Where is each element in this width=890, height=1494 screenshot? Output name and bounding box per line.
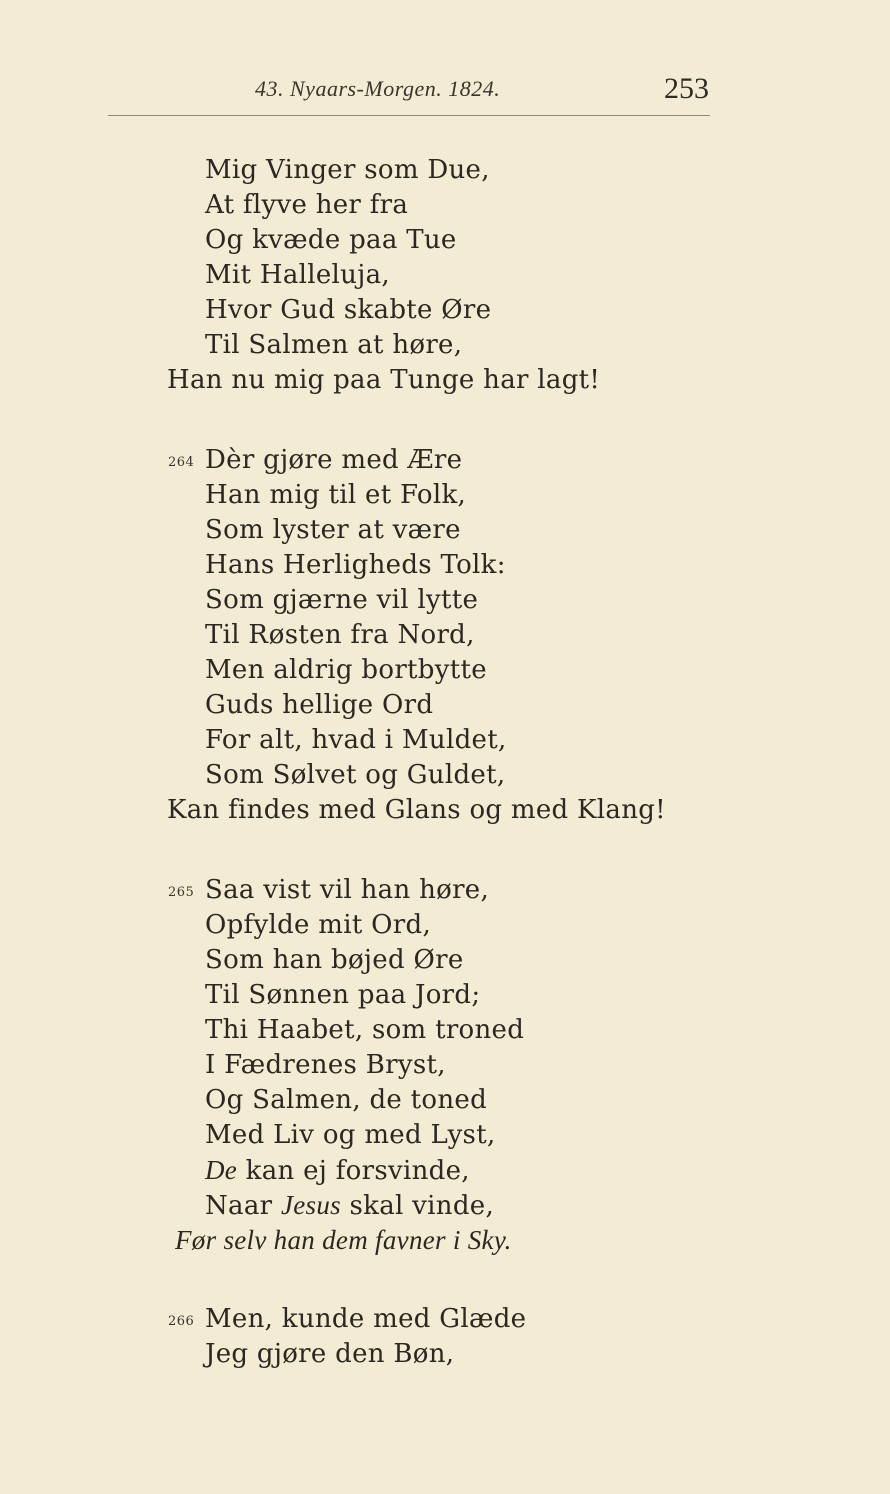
verse-line-italic: Før selv han dem favner i Sky.: [175, 1225, 512, 1255]
verse-line: Som han bøjed Øre: [205, 945, 464, 975]
running-title: 43. Nyaars-Morgen. 1824.: [255, 76, 501, 101]
line-text: Naar: [205, 1191, 281, 1221]
verse-line: For alt, hvad i Muldet,: [205, 725, 507, 755]
verse-line: Men, kunde med Glæde: [205, 1304, 527, 1334]
verse-line: Hvor Gud skabte Øre: [205, 295, 492, 325]
verse-line: Til Røsten fra Nord,: [205, 620, 475, 650]
verse-line: Guds hellige Ord: [205, 690, 434, 720]
verse-line: Kan findes med Glans og med Klang!: [167, 795, 666, 825]
verse-line: I Fædrenes Bryst,: [205, 1050, 446, 1080]
verse-line: Og kvæde paa Tue: [205, 225, 457, 255]
stanza-number: 265: [168, 885, 195, 900]
verse-line: Han nu mig paa Tunge har lagt!: [167, 365, 601, 395]
verse-line: Thi Haabet, som troned: [205, 1015, 525, 1045]
verse-line: Mig Vinger som Due,: [205, 155, 490, 185]
verse-line: Saa vist vil han høre,: [205, 875, 490, 905]
verse-line: Dèr gjøre med Ære: [205, 445, 463, 475]
page-header: [0, 70, 890, 110]
verse-line: Mit Halleluja,: [205, 260, 390, 290]
verse-line: Som gjærne vil lytte: [205, 585, 479, 615]
verse-line: Jeg gjøre den Bøn,: [205, 1339, 455, 1369]
verse-line: [205, 1153, 470, 1188]
line-text: kan ej forsvinde,: [237, 1156, 470, 1186]
verse-line: Som Sølvet og Guldet,: [205, 760, 506, 790]
verse-line: [205, 1188, 494, 1223]
stanza-number: 264: [168, 455, 195, 470]
verse-line: Med Liv og med Lyst,: [205, 1120, 496, 1150]
page-number: 253: [664, 72, 709, 105]
verse-line: Men aldrig bortbytte: [205, 655, 487, 685]
verse-line: At flyve her fra: [205, 190, 409, 220]
verse-line: Og Salmen, de toned: [205, 1085, 488, 1115]
line-text: skal vinde,: [340, 1191, 495, 1221]
italic-word: Jesus: [280, 1190, 341, 1220]
verse-line: Til Salmen at høre,: [205, 330, 463, 360]
italic-word: De: [205, 1155, 238, 1185]
verse-line: Som lyster at være: [205, 515, 461, 545]
verse-line: Til Sønnen paa Jord;: [205, 980, 481, 1010]
verse-line: Han mig til et Folk,: [205, 480, 467, 510]
header-rule: [108, 115, 710, 116]
stanza-number: 266: [168, 1314, 195, 1329]
verse-line: Hans Herligheds Tolk:: [205, 550, 506, 580]
verse-line: Opfylde mit Ord,: [205, 910, 432, 940]
